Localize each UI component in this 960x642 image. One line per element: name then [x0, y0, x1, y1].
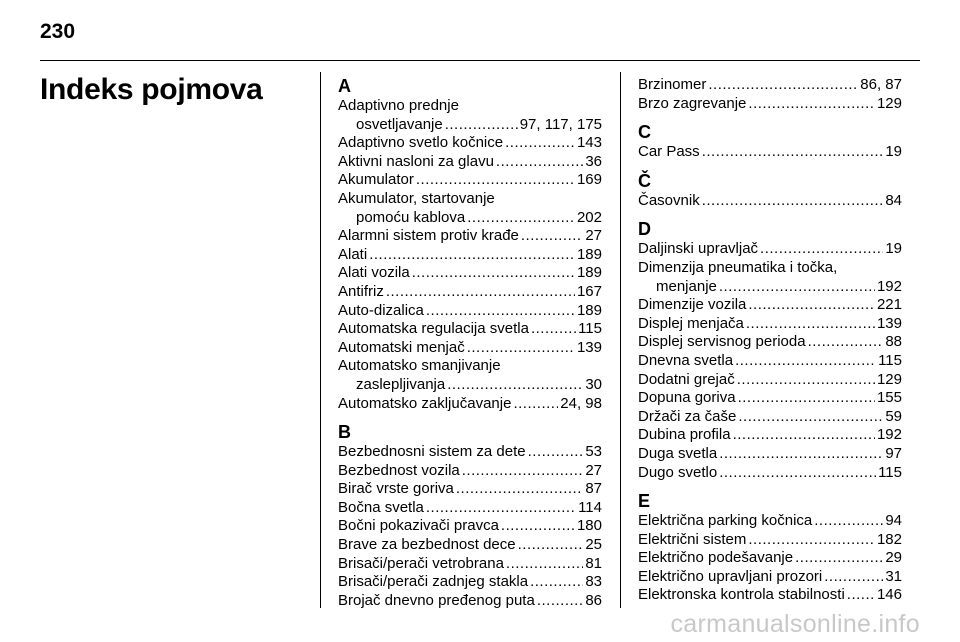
index-entry-pages: 169 — [576, 171, 602, 189]
index-entry-line — [638, 531, 902, 550]
index-entry-pages: 155 — [876, 389, 902, 407]
index-entry-label: Automatski menjač — [338, 338, 465, 356]
index-entry[interactable] — [638, 296, 902, 315]
index-entry-line — [338, 573, 602, 592]
watermark-text: carmanualsonline.info — [670, 610, 920, 638]
index-entry-pages: 167 — [576, 282, 602, 300]
dot-leader — [530, 573, 583, 592]
index-entry-line — [338, 246, 602, 265]
index-entry-pages: 202 — [576, 208, 602, 226]
dot-leader — [386, 283, 575, 302]
index-entry[interactable] — [338, 443, 602, 462]
index-entry-pages: 115 — [878, 463, 902, 481]
index-entry[interactable] — [638, 426, 902, 445]
index-entry-line — [338, 462, 602, 481]
index-entry-label: menjanje — [656, 277, 717, 295]
dot-leader — [702, 143, 884, 162]
index-entry[interactable] — [338, 153, 602, 172]
dot-leader — [719, 445, 883, 464]
index-entry-label: Dugo svetlo — [638, 463, 718, 481]
index-entry-first-line: Akumulator, startovanje — [338, 189, 495, 207]
index-entry[interactable] — [338, 339, 602, 358]
index-letter-group — [638, 491, 902, 605]
index-entry-pages: 94 — [885, 512, 902, 530]
dot-leader — [760, 240, 883, 259]
index-entry-label: Automatska regulacija svetla — [338, 320, 529, 338]
index-letter-group — [638, 122, 902, 162]
dot-leader — [847, 586, 875, 605]
index-entry-label: Auto-dizalica — [338, 301, 424, 319]
index-entry-pages: 114 — [578, 498, 602, 516]
index-entry-line — [338, 339, 602, 358]
dot-leader — [814, 512, 883, 531]
index-entry-label: Časovnik — [638, 191, 700, 209]
index-entry-first-line: Automatsko smanjivanje — [338, 357, 501, 375]
index-entry-label: Alati vozila — [338, 264, 410, 282]
index-entry-label: Aktivni nasloni za glavu — [338, 152, 494, 170]
index-entry[interactable] — [638, 143, 902, 162]
index-entry[interactable] — [338, 264, 602, 283]
index-entry-pages: 30 — [585, 375, 602, 393]
dot-leader — [518, 536, 584, 555]
index-entry-first-line: Dimenzija pneumatika i točka, — [638, 258, 838, 276]
index-entry-pages: 88 — [885, 333, 902, 351]
index-entry[interactable] — [638, 95, 902, 114]
index-entry-line — [638, 408, 902, 427]
index-entry[interactable] — [638, 531, 902, 550]
index-entry-label: Adaptivno svetlo kočnice — [338, 134, 504, 152]
index-entry[interactable] — [338, 246, 602, 265]
index-entry-line — [638, 586, 902, 605]
dot-leader — [808, 333, 884, 352]
dot-leader — [537, 592, 583, 611]
index-entry-line — [638, 445, 902, 464]
index-entry[interactable] — [638, 586, 902, 605]
index-column-1 — [338, 76, 602, 610]
index-entry-label: Dubina profila — [638, 426, 731, 444]
index-entry-pages: 19 — [885, 143, 902, 161]
index-entry[interactable] — [338, 302, 602, 321]
column-divider-left — [320, 72, 321, 608]
index-entry-pages: 86, 87 — [860, 76, 902, 93]
index-letter-group — [638, 171, 902, 211]
index-letter-heading: A — [338, 76, 351, 96]
dot-leader — [521, 227, 583, 246]
index-entry-line — [338, 171, 602, 190]
dot-leader — [735, 352, 876, 371]
dot-leader — [531, 320, 576, 339]
index-entry-line — [638, 278, 902, 297]
index-entry-label: Električna parking kočnica — [638, 512, 813, 530]
dot-leader — [748, 531, 875, 550]
dot-leader — [426, 499, 576, 518]
index-entry-pages: 115 — [578, 320, 602, 338]
index-entry-label: Antifriz — [338, 282, 384, 300]
index-entry-line — [338, 227, 602, 246]
dot-leader — [733, 426, 875, 445]
index-entry-pages: 86 — [585, 591, 602, 609]
index-entry-line — [638, 333, 902, 352]
dot-leader — [737, 371, 875, 390]
index-entry-label: pomoću kablova — [356, 208, 466, 226]
dot-leader — [412, 264, 575, 283]
index-entry-line — [638, 192, 902, 211]
index-entry-pages: 19 — [885, 240, 902, 258]
index-letter-heading: Č — [638, 170, 651, 191]
index-entry-pages: 97, 117, 175 — [519, 115, 602, 133]
index-entry-label: Brisači/perači vetrobrana — [338, 554, 504, 572]
index-letter-group — [638, 76, 902, 113]
dot-leader — [702, 192, 884, 211]
index-entry-pages: 115 — [878, 351, 902, 369]
index-entry-label: Daljinski upravljač — [638, 240, 759, 258]
index-entry-pages: 192 — [876, 426, 902, 444]
dot-leader — [456, 480, 583, 499]
index-entry-line — [338, 592, 602, 611]
index-entry[interactable] — [338, 573, 602, 592]
index-entry-line — [338, 134, 602, 153]
index-entry-pages: 31 — [885, 567, 902, 585]
index-entry[interactable] — [338, 395, 602, 414]
index-entry-line — [338, 376, 602, 395]
index-entry-line — [338, 395, 602, 414]
index-entry-label: Dimenzije vozila — [638, 296, 747, 314]
index-entry[interactable] — [338, 171, 602, 190]
dot-leader — [748, 296, 875, 315]
index-entry[interactable] — [338, 134, 602, 153]
index-entry[interactable] — [638, 371, 902, 390]
dot-leader — [416, 171, 575, 190]
index-entry[interactable] — [338, 190, 602, 227]
index-entry-line — [338, 499, 602, 518]
page-number: 230 — [40, 20, 76, 43]
index-entry-pages: 27 — [585, 227, 602, 245]
index-entry[interactable] — [338, 480, 602, 499]
index-entry-label: Bezbednosni sistem za dete — [338, 443, 526, 461]
index-entry[interactable] — [638, 549, 902, 568]
dot-leader — [738, 389, 875, 408]
index-entry[interactable] — [638, 352, 902, 371]
index-entry[interactable] — [338, 517, 602, 536]
index-entry[interactable] — [638, 76, 902, 95]
index-entry-line — [338, 283, 602, 302]
index-entry-label: Držači za čaše — [638, 407, 737, 425]
index-entry-pages: 180 — [576, 517, 602, 535]
index-entry-line — [338, 320, 602, 339]
index-entry[interactable] — [638, 464, 902, 483]
dot-leader — [824, 568, 883, 587]
index-letter-heading: E — [638, 491, 651, 512]
index-entry-label: Brzo zagrevanje — [638, 94, 747, 112]
index-entry[interactable] — [338, 592, 602, 611]
index-entry-line — [638, 296, 902, 315]
index-entry-line — [638, 76, 902, 95]
index-entry-line — [638, 315, 902, 334]
index-entry[interactable] — [638, 389, 902, 408]
dot-leader — [708, 76, 858, 95]
index-entry-line — [338, 443, 602, 462]
index-entry-pages: 182 — [876, 530, 902, 548]
dot-leader — [719, 464, 876, 483]
section-title: Indeks pojmova — [40, 73, 263, 106]
index-entry[interactable] — [338, 462, 602, 481]
index-letter-group — [338, 422, 602, 610]
dot-leader — [445, 116, 518, 135]
index-entry[interactable] — [638, 192, 902, 211]
index-entry-line — [338, 480, 602, 499]
dot-leader — [748, 95, 875, 114]
index-entry-line — [638, 549, 902, 568]
dot-leader — [496, 153, 583, 172]
index-letter-group — [638, 219, 902, 482]
dot-leader — [426, 302, 575, 321]
index-entry-line — [338, 555, 602, 574]
dot-leader — [719, 278, 875, 297]
dot-leader — [369, 246, 575, 265]
index-entry[interactable] — [638, 315, 902, 334]
index-entry-line — [638, 464, 902, 483]
index-entry[interactable] — [638, 512, 902, 531]
index-entry-pages: 97 — [885, 444, 902, 462]
index-entry[interactable] — [338, 536, 602, 555]
index-entry-line — [338, 517, 602, 536]
index-entry-label: Dnevna svetla — [638, 351, 734, 369]
index-entry-pages: 36 — [585, 152, 602, 170]
index-entry-line — [338, 116, 602, 135]
index-entry-line — [638, 95, 902, 114]
dot-leader — [506, 555, 583, 574]
index-entry[interactable] — [638, 333, 902, 352]
index-entry-line — [638, 371, 902, 390]
index-letter-group — [338, 76, 602, 413]
index-entry-pages: 29 — [885, 549, 902, 567]
index-entry[interactable] — [338, 555, 602, 574]
index-entry-label: Elektronska kontrola stabilnosti — [638, 586, 845, 604]
dot-leader — [447, 376, 583, 395]
index-entry-pages: 83 — [585, 573, 602, 591]
index-entry-pages: 189 — [576, 301, 602, 319]
index-entry[interactable] — [638, 568, 902, 587]
index-entry-label: Bočni pokazivači pravca — [338, 517, 499, 535]
dot-leader — [501, 517, 575, 536]
index-entry-label: Dopuna goriva — [638, 389, 736, 407]
column-divider-right — [620, 72, 621, 608]
index-entry-pages: 192 — [876, 277, 902, 295]
index-entry[interactable] — [338, 283, 602, 302]
index-entry-line — [338, 264, 602, 283]
index-entry-line — [638, 512, 902, 531]
index-entry-label: Duga svetla — [638, 444, 718, 462]
index-entry[interactable] — [338, 320, 602, 339]
dot-leader — [462, 462, 584, 481]
index-entry[interactable] — [338, 357, 602, 394]
index-entry-pages: 139 — [876, 314, 902, 332]
index-entry-label: zaslepljivanja — [356, 375, 446, 393]
index-entry[interactable] — [338, 97, 602, 134]
header-rule — [40, 60, 920, 61]
index-entry-pages: 129 — [876, 370, 902, 388]
index-entry-line — [638, 240, 902, 259]
index-entry-pages: 143 — [576, 134, 602, 152]
index-entry-label: Car Pass — [638, 143, 700, 161]
index-entry-pages: 221 — [876, 296, 902, 314]
dot-leader — [513, 395, 558, 414]
index-entry-pages: 146 — [876, 586, 902, 604]
index-entry-label: Dodatni grejač — [638, 370, 735, 388]
index-entry-label: Alati — [338, 245, 368, 263]
index-entry-label: osvetljavanje — [356, 115, 443, 133]
dot-leader — [467, 339, 575, 358]
index-entry-label: Električno upravljani prozori — [638, 567, 823, 585]
index-entry-pages: 139 — [576, 338, 602, 356]
index-entry[interactable] — [338, 499, 602, 518]
index-entry[interactable] — [338, 227, 602, 246]
index-entry-first-line: Adaptivno prednje — [338, 97, 459, 114]
index-letter-heading: C — [638, 122, 651, 143]
index-entry-label: Brzinomer — [638, 76, 707, 93]
index-entry-label: Bočna svetla — [338, 498, 424, 516]
index-entry-pages: 24, 98 — [560, 394, 602, 412]
index-entry-label: Akumulator — [338, 171, 414, 189]
index-entry-label: Alarmni sistem protiv krađe — [338, 227, 519, 245]
index-entry-line — [638, 389, 902, 408]
dot-leader — [467, 209, 575, 228]
index-entry-label: Displej servisnog perioda — [638, 333, 806, 351]
index-entry-label: Bezbednost vozila — [338, 461, 460, 479]
index-entry-line — [638, 143, 902, 162]
index-entry-line — [338, 153, 602, 172]
index-entry-pages: 53 — [585, 443, 602, 461]
index-entry-label: Električno podešavanje — [638, 549, 794, 567]
index-entry-pages: 84 — [885, 191, 902, 209]
index-entry-pages: 81 — [585, 554, 602, 572]
index-entry-pages: 129 — [876, 94, 902, 112]
dot-leader — [746, 315, 875, 334]
index-letter-heading: B — [338, 422, 351, 443]
index-entry-pages: 27 — [585, 461, 602, 479]
dot-leader — [528, 443, 584, 462]
index-entry-label: Električni sistem — [638, 530, 747, 548]
index-entry-line — [338, 302, 602, 321]
index-entry-pages: 87 — [585, 480, 602, 498]
dot-leader — [505, 134, 575, 153]
index-entry-label: Brisači/perači zadnjeg stakla — [338, 573, 529, 591]
index-entry[interactable] — [638, 259, 902, 296]
index-entry[interactable] — [638, 408, 902, 427]
index-entry-label: Automatsko zaključavanje — [338, 394, 512, 412]
index-entry-pages: 189 — [576, 245, 602, 263]
index-entry-pages: 25 — [585, 536, 602, 554]
index-entry-line — [338, 209, 602, 228]
index-entry[interactable] — [638, 240, 902, 259]
index-letter-heading: D — [638, 219, 651, 240]
index-entry-line — [638, 568, 902, 587]
index-entry-line — [638, 352, 902, 371]
index-entry-label: Displej menjača — [638, 314, 744, 332]
index-entry[interactable] — [638, 445, 902, 464]
index-entry-line — [638, 426, 902, 445]
index-entry-pages: 189 — [576, 264, 602, 282]
index-entry-label: Birač vrste goriva — [338, 480, 454, 498]
index-entry-label: Brave za bezbednost dece — [338, 536, 516, 554]
index-entry-pages: 59 — [885, 407, 902, 425]
dot-leader — [738, 408, 883, 427]
index-entry-label: Brojač dnevno pređenog puta — [338, 591, 535, 609]
index-entry-line — [338, 536, 602, 555]
dot-leader — [795, 549, 883, 568]
index-column-2 — [638, 76, 902, 605]
